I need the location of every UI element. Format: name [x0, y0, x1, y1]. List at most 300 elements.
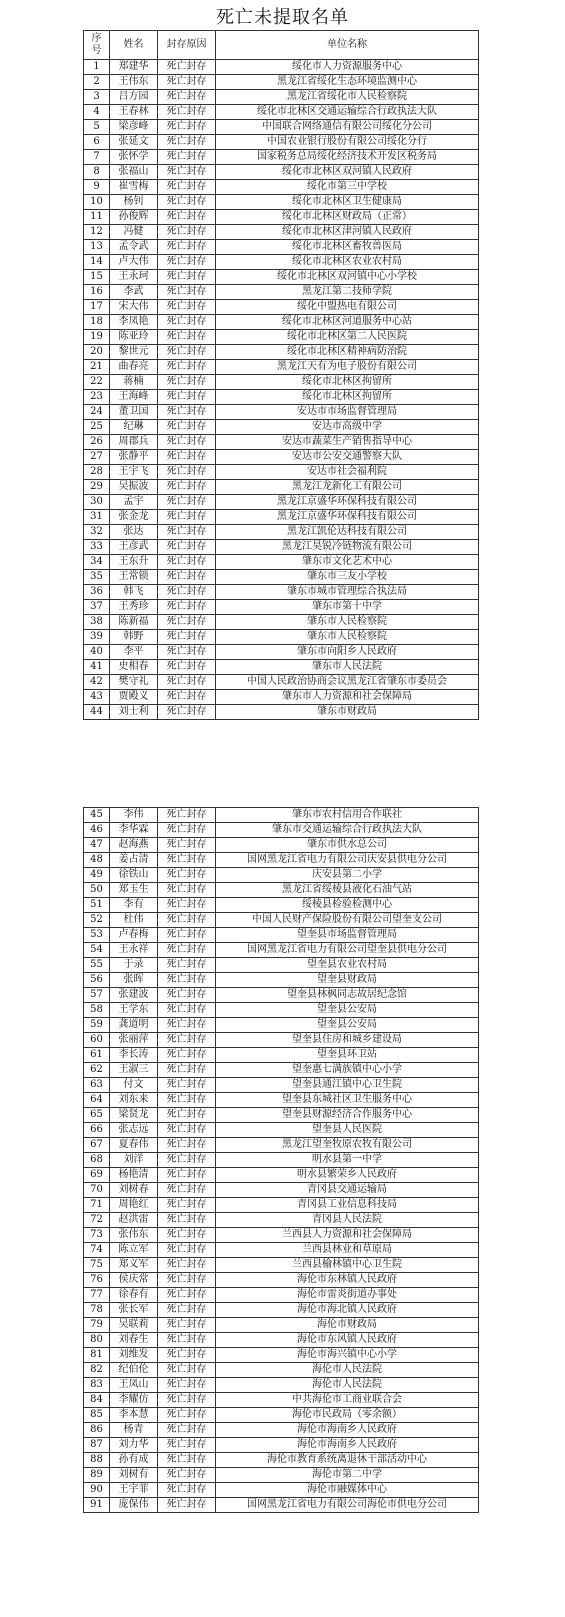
- cell-name: 王永祥: [110, 943, 158, 958]
- table-row: [84, 1138, 479, 1153]
- cell-reason: 死亡封存: [158, 1333, 216, 1348]
- table-row: [84, 585, 479, 600]
- cell-unit: 望奎县通江镇中心卫生院: [216, 1078, 479, 1093]
- cell-reason: 死亡封存: [158, 75, 216, 90]
- table-row: [84, 210, 479, 225]
- cell-reason: 死亡封存: [158, 1483, 216, 1498]
- header-name: 姓名: [110, 31, 158, 60]
- cell-no: 63: [84, 1078, 110, 1093]
- cell-no: 65: [84, 1108, 110, 1123]
- cell-name: 周郡兵: [110, 435, 158, 450]
- cell-no: 64: [84, 1093, 110, 1108]
- table-row: [84, 525, 479, 540]
- cell-no: 70: [84, 1183, 110, 1198]
- cell-no: 77: [84, 1288, 110, 1303]
- cell-unit: 兰西县林业和草原局: [216, 1243, 479, 1258]
- cell-unit: 绥化市北林区双河镇中心小学校: [216, 270, 479, 285]
- cell-unit: 海伦市东风镇人民政府: [216, 1333, 479, 1348]
- cell-name: 张伟东: [110, 1228, 158, 1243]
- table-row: [84, 330, 479, 345]
- cell-name: 王宇菲: [110, 1483, 158, 1498]
- table-row: [84, 943, 479, 958]
- cell-name: 吴振波: [110, 480, 158, 495]
- table-row: [84, 285, 479, 300]
- cell-reason: 死亡封存: [158, 1048, 216, 1063]
- cell-reason: 死亡封存: [158, 585, 216, 600]
- cell-unit: 黑龙江京盛华环保科技有限公司: [216, 510, 479, 525]
- cell-reason: 死亡封存: [158, 255, 216, 270]
- cell-name: 姜占清: [110, 853, 158, 868]
- cell-unit: 海伦市教育系统离退休干部活动中心: [216, 1453, 479, 1468]
- table-row: [84, 180, 479, 195]
- cell-reason: 死亡封存: [158, 600, 216, 615]
- cell-unit: 兰西县人力资源和社会保障局: [216, 1228, 479, 1243]
- cell-no: 44: [84, 705, 110, 720]
- table-row: [84, 1348, 479, 1363]
- cell-name: 孙有成: [110, 1453, 158, 1468]
- cell-name: 贾殿义: [110, 690, 158, 705]
- table-row: [84, 615, 479, 630]
- table-row: [84, 973, 479, 988]
- cell-reason: 死亡封存: [158, 510, 216, 525]
- cell-name: 李本慧: [110, 1408, 158, 1423]
- table-row: [84, 1258, 479, 1273]
- cell-reason: 死亡封存: [158, 1198, 216, 1213]
- cell-no: 76: [84, 1273, 110, 1288]
- table-row: [84, 495, 479, 510]
- cell-reason: 死亡封存: [158, 1453, 216, 1468]
- cell-reason: 死亡封存: [158, 345, 216, 360]
- table-row: [84, 1108, 479, 1123]
- cell-unit: 海伦市海兴镇中心小学: [216, 1348, 479, 1363]
- cell-name: 杨艳清: [110, 1168, 158, 1183]
- cell-no: 66: [84, 1123, 110, 1138]
- table-row: [84, 928, 479, 943]
- table-row: [84, 435, 479, 450]
- cell-no: 73: [84, 1228, 110, 1243]
- cell-unit: 绥化市北林区财政局（正常）: [216, 210, 479, 225]
- cell-name: 张志远: [110, 1123, 158, 1138]
- cell-no: 36: [84, 585, 110, 600]
- cell-reason: 死亡封存: [158, 1303, 216, 1318]
- cell-reason: 死亡封存: [158, 330, 216, 345]
- cell-name: 韩飞: [110, 585, 158, 600]
- cell-no: 71: [84, 1198, 110, 1213]
- cell-reason: 死亡封存: [158, 60, 216, 75]
- table-row: [84, 120, 479, 135]
- cell-name: 张建波: [110, 988, 158, 1003]
- cell-no: 54: [84, 943, 110, 958]
- cell-no: 12: [84, 225, 110, 240]
- cell-no: 49: [84, 868, 110, 883]
- cell-reason: 死亡封存: [158, 1288, 216, 1303]
- cell-no: 37: [84, 600, 110, 615]
- cell-name: 孟令武: [110, 240, 158, 255]
- cell-reason: 死亡封存: [158, 1183, 216, 1198]
- table-row: [84, 165, 479, 180]
- cell-reason: 死亡封存: [158, 943, 216, 958]
- cell-no: 21: [84, 360, 110, 375]
- table-row: [84, 315, 479, 330]
- cell-reason: 死亡封存: [158, 375, 216, 390]
- cell-unit: 望奎县住房和城乡建设局: [216, 1033, 479, 1048]
- cell-reason: 死亡封存: [158, 90, 216, 105]
- cell-no: 9: [84, 180, 110, 195]
- cell-unit: 绥化市北林区河道服务中心站: [216, 315, 479, 330]
- table-row: [84, 450, 479, 465]
- table-row: [84, 1318, 479, 1333]
- table-row: [84, 375, 479, 390]
- cell-no: 60: [84, 1033, 110, 1048]
- cell-unit: 安达市市场监督管理局: [216, 405, 479, 420]
- cell-unit: 海伦市人民法院: [216, 1378, 479, 1393]
- cell-reason: 死亡封存: [158, 913, 216, 928]
- table-row: [84, 1408, 479, 1423]
- cell-reason: 死亡封存: [158, 150, 216, 165]
- table-row: [84, 883, 479, 898]
- table-row: [84, 135, 479, 150]
- table-row: [84, 510, 479, 525]
- cell-name: 李武: [110, 285, 158, 300]
- cell-reason: 死亡封存: [158, 675, 216, 690]
- cell-no: 85: [84, 1408, 110, 1423]
- cell-name: 张丽萍: [110, 1033, 158, 1048]
- cell-reason: 死亡封存: [158, 105, 216, 120]
- cell-reason: 死亡封存: [158, 705, 216, 720]
- cell-no: 25: [84, 420, 110, 435]
- cell-unit: 中国联合网络通信有限公司绥化分公司: [216, 120, 479, 135]
- cell-unit: 望奎县人民医院: [216, 1123, 479, 1138]
- cell-unit: 绥化市第三中学校: [216, 180, 479, 195]
- cell-no: 32: [84, 525, 110, 540]
- cell-unit: 望奎县财源经济合作服务中心: [216, 1108, 479, 1123]
- cell-no: 72: [84, 1213, 110, 1228]
- document-title: 死亡未提取名单: [216, 7, 349, 28]
- cell-unit: 海伦市民政局（零余额）: [216, 1408, 479, 1423]
- cell-no: 1: [84, 60, 110, 75]
- cell-name: 陈亚玲: [110, 330, 158, 345]
- cell-unit: 望奎县公安局: [216, 1003, 479, 1018]
- cell-reason: 死亡封存: [158, 645, 216, 660]
- cell-no: 43: [84, 690, 110, 705]
- cell-name: 张金龙: [110, 510, 158, 525]
- cell-reason: 死亡封存: [158, 360, 216, 375]
- cell-reason: 死亡封存: [158, 1318, 216, 1333]
- cell-reason: 死亡封存: [158, 1213, 216, 1228]
- cell-unit: 海伦市海南乡人民政府: [216, 1423, 479, 1438]
- cell-no: 2: [84, 75, 110, 90]
- cell-name: 董卫国: [110, 405, 158, 420]
- cell-no: 34: [84, 555, 110, 570]
- cell-reason: 死亡封存: [158, 135, 216, 150]
- cell-reason: 死亡封存: [158, 1423, 216, 1438]
- table-row: [84, 1123, 479, 1138]
- cell-unit: 绥化市北林区农业农村局: [216, 255, 479, 270]
- table-row: [84, 105, 479, 120]
- table-row: [84, 405, 479, 420]
- cell-name: 崔雪梅: [110, 180, 158, 195]
- name-table-part-2: [83, 807, 479, 1513]
- cell-reason: 死亡封存: [158, 450, 216, 465]
- cell-unit: 肇东市交通运输综合行政执法大队: [216, 823, 479, 838]
- cell-reason: 死亡封存: [158, 1348, 216, 1363]
- cell-name: 吴联莉: [110, 1318, 158, 1333]
- cell-reason: 死亡封存: [158, 1063, 216, 1078]
- cell-unit: 望奎县林枫同志故居纪念馆: [216, 988, 479, 1003]
- cell-no: 52: [84, 913, 110, 928]
- table-row: [84, 255, 479, 270]
- cell-no: 84: [84, 1393, 110, 1408]
- cell-unit: 望奎县市场监督管理局: [216, 928, 479, 943]
- cell-name: 于录: [110, 958, 158, 973]
- cell-reason: 死亡封存: [158, 1243, 216, 1258]
- cell-name: 陈新福: [110, 615, 158, 630]
- cell-unit: 海伦市融媒体中心: [216, 1483, 479, 1498]
- cell-reason: 死亡封存: [158, 570, 216, 585]
- cell-unit: 望奎县财政局: [216, 973, 479, 988]
- cell-unit: 黑龙江天有为电子股份有限公司: [216, 360, 479, 375]
- cell-unit: 国家税务总局绥化经济技术开发区税务局: [216, 150, 479, 165]
- cell-name: 徐春有: [110, 1288, 158, 1303]
- cell-name: 梁贤龙: [110, 1108, 158, 1123]
- cell-name: 周艳红: [110, 1198, 158, 1213]
- cell-unit: 中国农业银行股份有限公司绥化分行: [216, 135, 479, 150]
- table-row: [84, 898, 479, 913]
- cell-unit: 国网黑龙江省电力有限公司望奎县供电分公司: [216, 943, 479, 958]
- table-row: [84, 838, 479, 853]
- cell-no: 39: [84, 630, 110, 645]
- cell-name: 李凤艳: [110, 315, 158, 330]
- cell-reason: 死亡封存: [158, 480, 216, 495]
- cell-unit: 国网黑龙江省电力有限公司庆安县供电分公司: [216, 853, 479, 868]
- cell-unit: 绥化市北林区畜牧兽医局: [216, 240, 479, 255]
- cell-unit: 青冈县工业信息科技局: [216, 1198, 479, 1213]
- cell-reason: 死亡封存: [158, 1438, 216, 1453]
- cell-no: 38: [84, 615, 110, 630]
- table-row: [84, 1228, 479, 1243]
- cell-name: 李长涛: [110, 1048, 158, 1063]
- cell-reason: 死亡封存: [158, 883, 216, 898]
- cell-reason: 死亡封存: [158, 270, 216, 285]
- cell-no: 13: [84, 240, 110, 255]
- cell-no: 45: [84, 808, 110, 823]
- table-row: [84, 1363, 479, 1378]
- cell-unit: 安达市社会福利院: [216, 465, 479, 480]
- cell-unit: 黑龙江京盛华环保科技有限公司: [216, 495, 479, 510]
- table-row: [84, 1288, 479, 1303]
- cell-name: 王彦武: [110, 540, 158, 555]
- cell-name: 杜伟: [110, 913, 158, 928]
- cell-no: 62: [84, 1063, 110, 1078]
- cell-unit: 海伦市海北镇人民政府: [216, 1303, 479, 1318]
- cell-name: 梁彦峰: [110, 120, 158, 135]
- cell-no: 28: [84, 465, 110, 480]
- cell-no: 31: [84, 510, 110, 525]
- table-row: [84, 660, 479, 675]
- table-row: [84, 913, 479, 928]
- table-row: [84, 630, 479, 645]
- cell-no: 57: [84, 988, 110, 1003]
- cell-unit: 兰西县榆林镇中心卫生院: [216, 1258, 479, 1273]
- table-row: [84, 675, 479, 690]
- header-unit: 单位名称: [216, 31, 479, 60]
- cell-unit: 肇东市第十中学: [216, 600, 479, 615]
- cell-unit: 安达市高级中学: [216, 420, 479, 435]
- table-row: [84, 420, 479, 435]
- cell-no: 5: [84, 120, 110, 135]
- cell-reason: 死亡封存: [158, 1003, 216, 1018]
- cell-name: 张长军: [110, 1303, 158, 1318]
- cell-reason: 死亡封存: [158, 300, 216, 315]
- cell-unit: 肇东市人民检察院: [216, 615, 479, 630]
- table-row: [84, 555, 479, 570]
- cell-no: 7: [84, 150, 110, 165]
- cell-name: 侯庆常: [110, 1273, 158, 1288]
- cell-no: 19: [84, 330, 110, 345]
- cell-unit: 绥化市北林区双河镇人民政府: [216, 165, 479, 180]
- cell-name: 刘春生: [110, 1333, 158, 1348]
- table-body-part-1: [84, 60, 479, 720]
- cell-unit: 青冈县人民法院: [216, 1213, 479, 1228]
- cell-name: 付文: [110, 1078, 158, 1093]
- cell-reason: 死亡封存: [158, 195, 216, 210]
- table-row: [84, 240, 479, 255]
- cell-name: 王淑三: [110, 1063, 158, 1078]
- cell-name: 龚道明: [110, 1018, 158, 1033]
- cell-name: 王海峰: [110, 390, 158, 405]
- cell-unit: 肇东市农村信用合作联社: [216, 808, 479, 823]
- cell-no: 67: [84, 1138, 110, 1153]
- cell-unit: 肇东市城市管理综合执法局: [216, 585, 479, 600]
- cell-no: 41: [84, 660, 110, 675]
- cell-unit: 海伦市财政局: [216, 1318, 479, 1333]
- cell-unit: 肇东市人民检察院: [216, 630, 479, 645]
- cell-no: 58: [84, 1003, 110, 1018]
- table-row: [84, 300, 479, 315]
- cell-reason: 死亡封存: [158, 555, 216, 570]
- table-row: [84, 195, 479, 210]
- name-table-part-1: [83, 30, 479, 720]
- cell-no: 87: [84, 1438, 110, 1453]
- cell-name: 刘树春: [110, 1183, 158, 1198]
- table-row: [84, 1333, 479, 1348]
- cell-reason: 死亡封存: [158, 1078, 216, 1093]
- table-row: [84, 1243, 479, 1258]
- cell-no: 86: [84, 1423, 110, 1438]
- cell-name: 李耀仿: [110, 1393, 158, 1408]
- cell-unit: 黑龙江第二技师学院: [216, 285, 479, 300]
- cell-name: 李平: [110, 645, 158, 660]
- table-row: [84, 60, 479, 75]
- table-row: [84, 570, 479, 585]
- table-row: [84, 1183, 479, 1198]
- cell-unit: 庆安县第二小学: [216, 868, 479, 883]
- cell-reason: 死亡封存: [158, 1138, 216, 1153]
- cell-unit: 明水县第一中学: [216, 1153, 479, 1168]
- cell-reason: 死亡封存: [158, 808, 216, 823]
- cell-name: 李伟: [110, 808, 158, 823]
- cell-no: 78: [84, 1303, 110, 1318]
- cell-no: 48: [84, 853, 110, 868]
- cell-name: 樊守礼: [110, 675, 158, 690]
- cell-reason: 死亡封存: [158, 823, 216, 838]
- cell-reason: 死亡封存: [158, 540, 216, 555]
- table-row: [84, 1033, 479, 1048]
- table-row: [84, 1393, 479, 1408]
- cell-reason: 死亡封存: [158, 1123, 216, 1138]
- cell-unit: 绥化市人力资源服务中心: [216, 60, 479, 75]
- table-row: [84, 1498, 479, 1513]
- cell-unit: 明水县繁荣乡人民政府: [216, 1168, 479, 1183]
- cell-unit: 青冈县交通运输局: [216, 1183, 479, 1198]
- cell-unit: 望奎惠七满族镇中心小学: [216, 1063, 479, 1078]
- cell-unit: 绥化市北林区拘留所: [216, 390, 479, 405]
- cell-reason: 死亡封存: [158, 1168, 216, 1183]
- table-row: [84, 645, 479, 660]
- cell-unit: 黑龙江省绥化生态环境监测中心: [216, 75, 479, 90]
- cell-reason: 死亡封存: [158, 495, 216, 510]
- table-row: [84, 1438, 479, 1453]
- cell-no: 68: [84, 1153, 110, 1168]
- cell-name: 刘东来: [110, 1093, 158, 1108]
- cell-reason: 死亡封存: [158, 1228, 216, 1243]
- cell-unit: 黑龙江凯伦达科技有限公司: [216, 525, 479, 540]
- cell-name: 陈立军: [110, 1243, 158, 1258]
- cell-name: 杨钊: [110, 195, 158, 210]
- cell-name: 郑建华: [110, 60, 158, 75]
- table-body-part-2: [84, 808, 479, 1513]
- cell-reason: 死亡封存: [158, 1108, 216, 1123]
- cell-reason: 死亡封存: [158, 898, 216, 913]
- cell-name: 赵海燕: [110, 838, 158, 853]
- cell-name: 卢春梅: [110, 928, 158, 943]
- cell-unit: 肇东市文化艺术中心: [216, 555, 479, 570]
- cell-name: 史相春: [110, 660, 158, 675]
- cell-unit: 安达市蔬菜生产销售指导中心: [216, 435, 479, 450]
- cell-name: 郑玉生: [110, 883, 158, 898]
- cell-reason: 死亡封存: [158, 1153, 216, 1168]
- cell-no: 33: [84, 540, 110, 555]
- cell-reason: 死亡封存: [158, 958, 216, 973]
- cell-name: 李有: [110, 898, 158, 913]
- cell-name: 孟宇: [110, 495, 158, 510]
- cell-unit: 绥化市北林区交通运输综合行政执法大队: [216, 105, 479, 120]
- cell-name: 王秀珍: [110, 600, 158, 615]
- cell-reason: 死亡封存: [158, 285, 216, 300]
- cell-name: 徐铁山: [110, 868, 158, 883]
- cell-unit: 黑龙江省绥棱县液化石油气站: [216, 883, 479, 898]
- cell-unit: 黑龙江龙新化工有限公司: [216, 480, 479, 495]
- cell-no: 61: [84, 1048, 110, 1063]
- table-row: [84, 1198, 479, 1213]
- cell-reason: 死亡封存: [158, 660, 216, 675]
- cell-no: 14: [84, 255, 110, 270]
- cell-unit: 肇东市人力资源和社会保障局: [216, 690, 479, 705]
- cell-no: 40: [84, 645, 110, 660]
- cell-unit: 绥化市北林区津河镇人民政府: [216, 225, 479, 240]
- header-no: 序 号: [84, 31, 110, 60]
- table-row: [84, 1168, 479, 1183]
- cell-no: 90: [84, 1483, 110, 1498]
- cell-no: 22: [84, 375, 110, 390]
- cell-unit: 望奎县公安局: [216, 1018, 479, 1033]
- table-row: [84, 808, 479, 823]
- cell-no: 75: [84, 1258, 110, 1273]
- cell-name: 刘维发: [110, 1348, 158, 1363]
- cell-unit: 绥化市北林区卫生健康局: [216, 195, 479, 210]
- cell-name: 卢大伟: [110, 255, 158, 270]
- cell-reason: 死亡封存: [158, 1378, 216, 1393]
